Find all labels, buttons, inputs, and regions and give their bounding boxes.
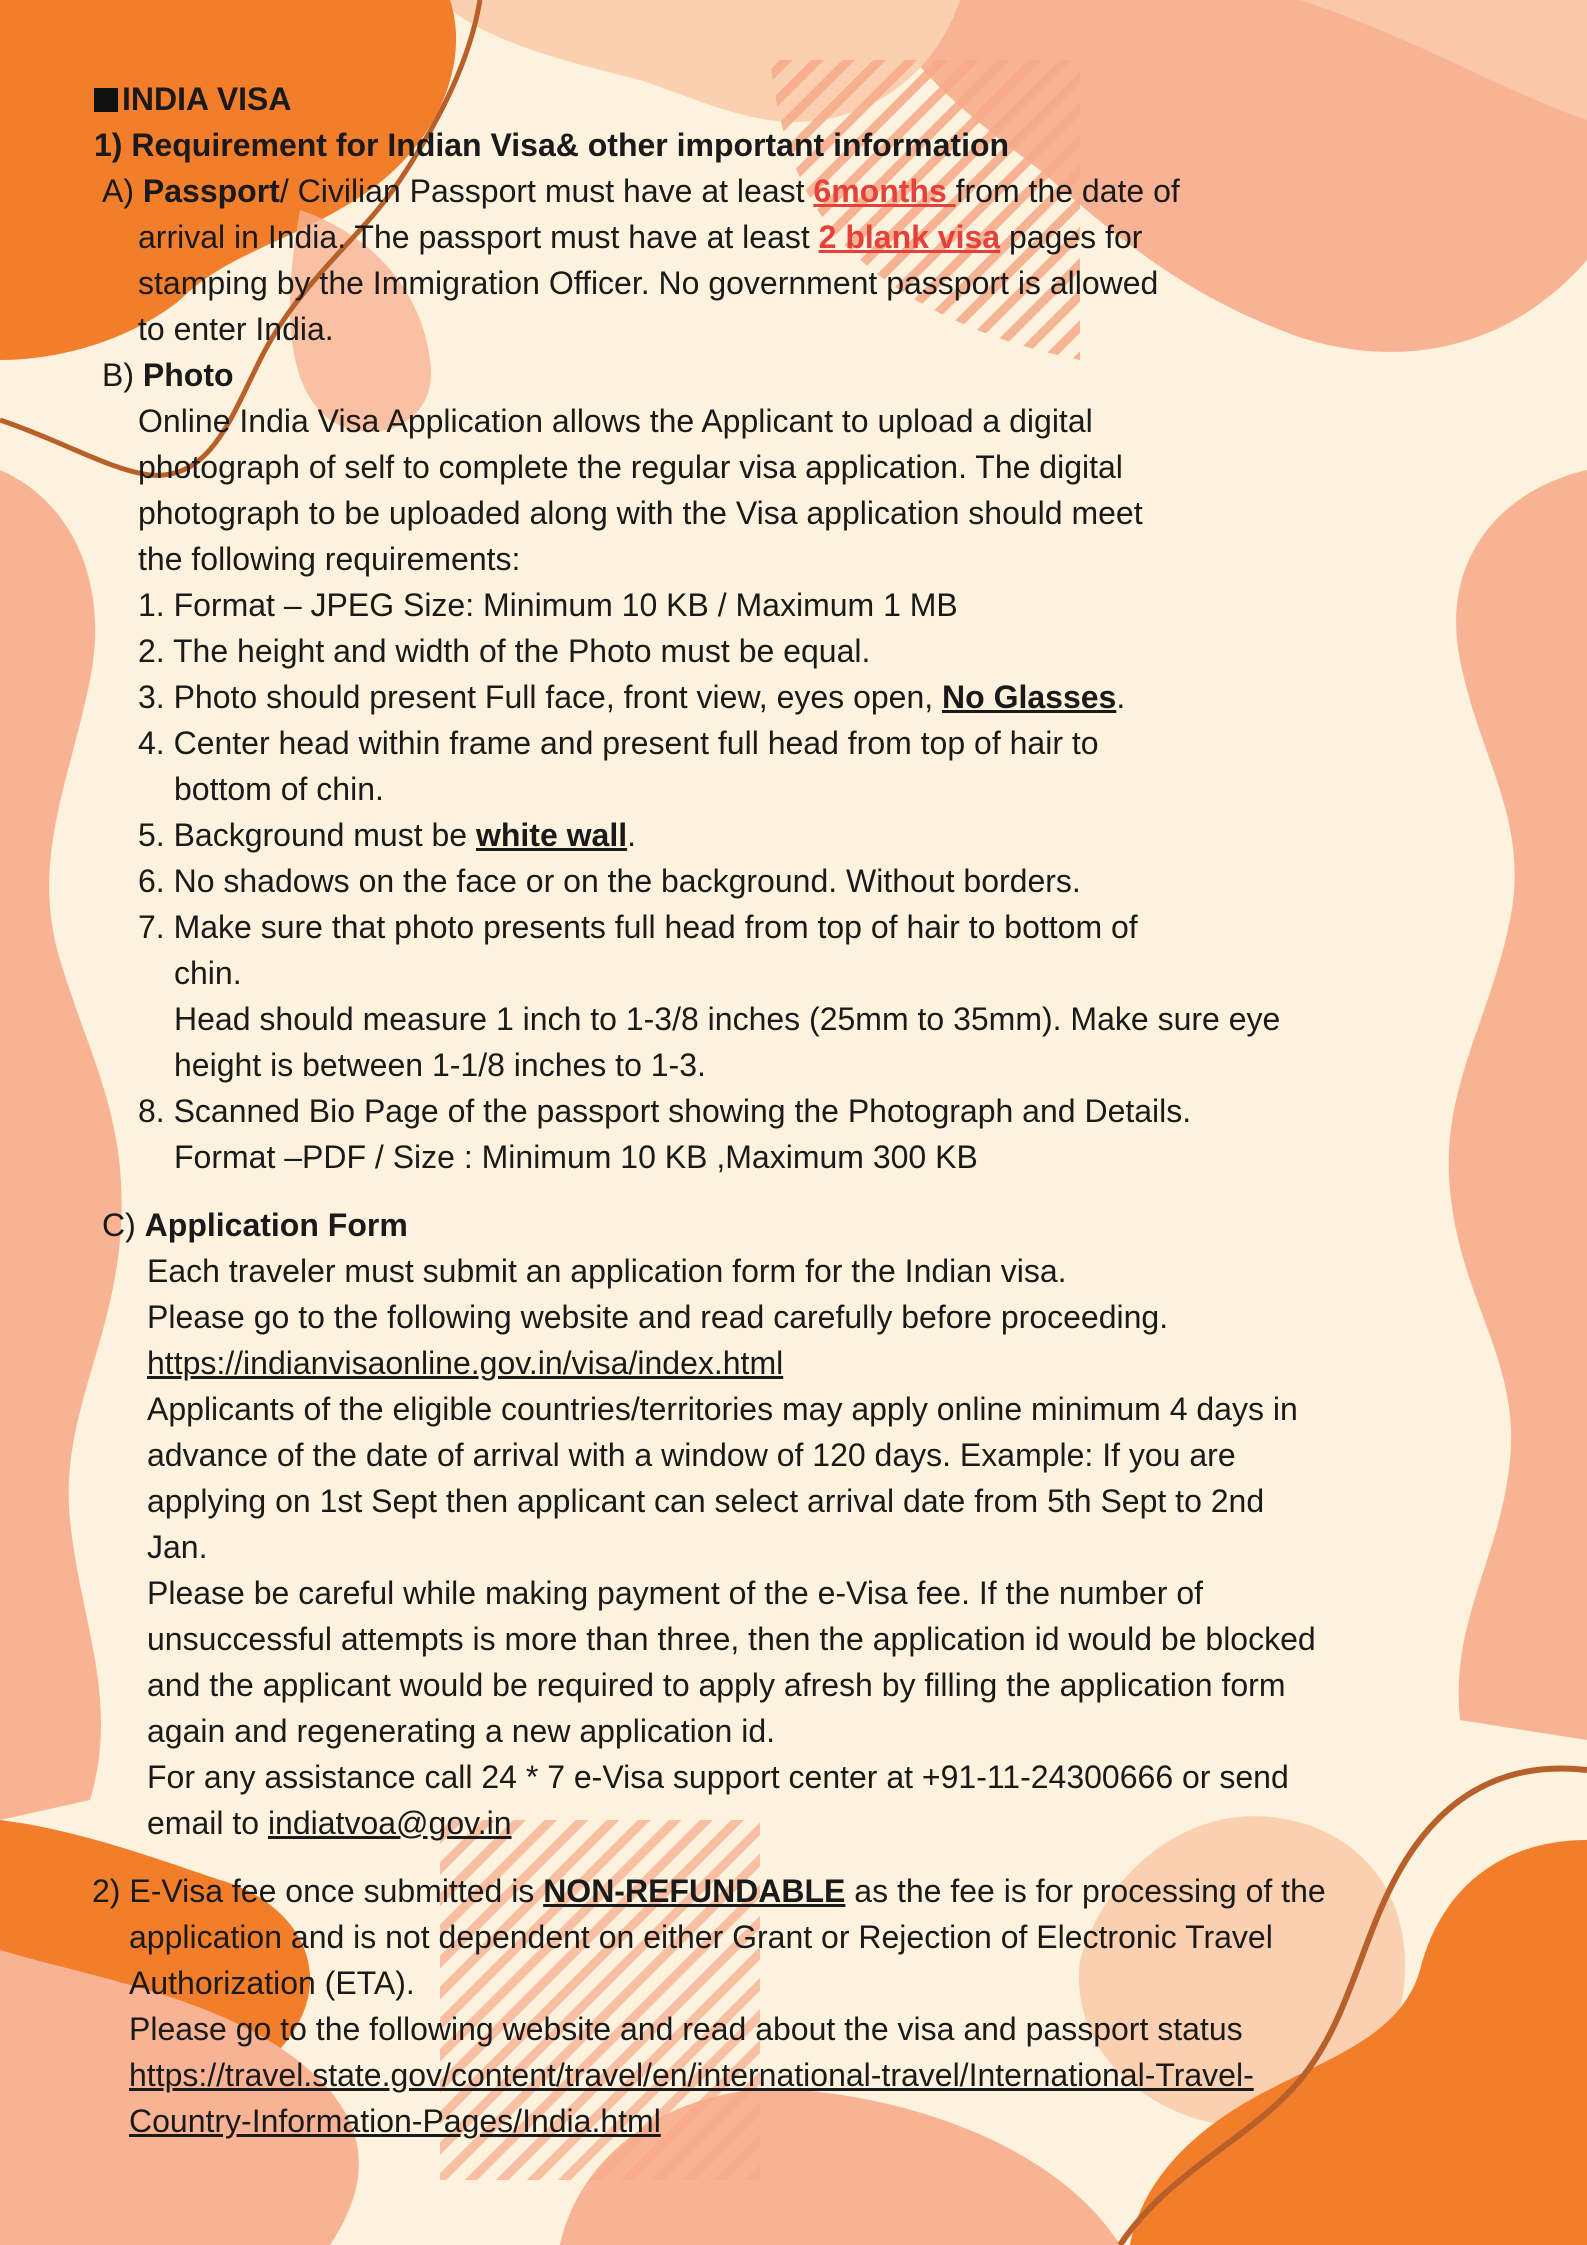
section2-line: Authorization (ETA). (129, 1965, 415, 2001)
section2-line-1: 2) E-Visa fee once submitted is NON-REFUNDABLE as the fee is for processing of the (92, 1873, 1326, 1909)
application-line: Each traveler must submit an application form for the Indian visa. (147, 1253, 1067, 1289)
support-email-link[interactable]: indiatvoa@gov.in (267, 1805, 512, 1841)
application-line: again and regenerating a new application id. (147, 1713, 776, 1749)
passport-label: Passport (142, 173, 280, 209)
indian-visa-online-link[interactable]: https://indianvisaonline.gov.in/visa/index.html (147, 1345, 784, 1381)
blank-pages-highlight: 2 blank visa (818, 219, 1001, 255)
photo-intro-line: photograph of self to complete the regular visa application. The digital (138, 449, 1123, 485)
application-line: Applicants of the eligible countries/territories may apply online minimum 4 days in (147, 1391, 1298, 1427)
photo-requirement-4: 4. Center head within frame and present full head from top of hair to (138, 725, 1099, 761)
photo-requirement-4-cont: bottom of chin. (174, 771, 384, 807)
section2-line: application and is not dependent on either Grant or Rejection of Electronic Travel (129, 1919, 1273, 1955)
photo-intro-line: Online India Visa Application allows the Applicant to upload a digital (138, 403, 1093, 439)
passport-line-1: A) Passport/ Civilian Passport must have at least 6months from the date of (102, 173, 1180, 209)
photo-requirement-7: 7. Make sure that photo presents full head from top of hair to bottom of (138, 909, 1138, 945)
section2-line: Please go to the following website and read about the visa and passport status (129, 2011, 1243, 2047)
passport-line-4: to enter India. (138, 311, 334, 347)
passport-line-2: arrival in India. The passport must have at least 2 blank visa pages for (138, 219, 1143, 255)
application-line: Please go to the following website and read carefully before proceeding. (147, 1299, 1169, 1335)
passport-line-3: stamping by the Immigration Officer. No government passport is allowed (138, 265, 1159, 301)
application-line: For any assistance call 24 * 7 e-Visa support center at +91-11-24300666 or send (147, 1759, 1289, 1795)
photo-requirement-7-cont: Head should measure 1 inch to 1-3/8 inches (25mm to 35mm). Make sure eye (174, 1001, 1281, 1037)
travel-state-gov-link[interactable]: https://travel.state.gov/content/travel/en/international-travel/International-Travel- (129, 2057, 1254, 2093)
application-line: Jan. (147, 1529, 208, 1565)
application-line: and the applicant would be required to apply afresh by filling the application form (147, 1667, 1286, 1703)
photo-requirement-1: 1. Format – JPEG Size: Minimum 10 KB / Maximum 1 MB (138, 587, 958, 623)
non-refundable-emphasis: NON-REFUNDABLE (543, 1873, 846, 1909)
section1-heading: 1) Requirement for Indian Visa& other important information (94, 127, 1010, 163)
photo-requirement-5: 5. Background must be white wall. (138, 817, 636, 853)
photo-requirement-7-cont: chin. (174, 955, 242, 991)
no-glasses-emphasis: No Glasses (942, 679, 1117, 715)
application-line: applying on 1st Sept then applicant can select arrival date from 5th Sept to 2nd (147, 1483, 1265, 1519)
photo-intro-line: the following requirements: (138, 541, 521, 577)
page-title: INDIA VISA (94, 76, 292, 122)
passport-validity-highlight: 6months (813, 173, 956, 209)
application-line: unsuccessful attempts is more than three, then the application id would be blocked (147, 1621, 1316, 1657)
photo-requirement-3: 3. Photo should present Full face, front view, eyes open, No Glasses. (138, 679, 1126, 715)
photo-heading: B) Photo (102, 357, 234, 393)
application-line: Please be careful while making payment of the e-Visa fee. If the number of (147, 1575, 1203, 1611)
square-bullet-icon (94, 88, 118, 112)
photo-requirement-6: 6. No shadows on the face or on the background. Without borders. (138, 863, 1081, 899)
application-line: advance of the date of arrival with a window of 120 days. Example: If you are (147, 1437, 1236, 1473)
photo-requirement-8: 8. Scanned Bio Page of the passport showing the Photograph and Details. (138, 1093, 1192, 1129)
application-heading: C) Application Form (102, 1207, 408, 1243)
application-line: email to indiatvoa@gov.in (147, 1805, 512, 1841)
photo-requirement-7-cont: height is between 1-1/8 inches to 1-3. (174, 1047, 706, 1083)
travel-state-gov-link-cont[interactable]: Country-Information-Pages/India.html (129, 2103, 661, 2139)
photo-requirement-2: 2. The height and width of the Photo must be equal. (138, 633, 871, 669)
photo-intro-line: photograph to be uploaded along with the Visa application should meet (138, 495, 1143, 531)
photo-requirement-8-cont: Format –PDF / Size : Minimum 10 KB ,Maximum 300 KB (174, 1139, 978, 1175)
white-wall-emphasis: white wall (475, 817, 628, 853)
